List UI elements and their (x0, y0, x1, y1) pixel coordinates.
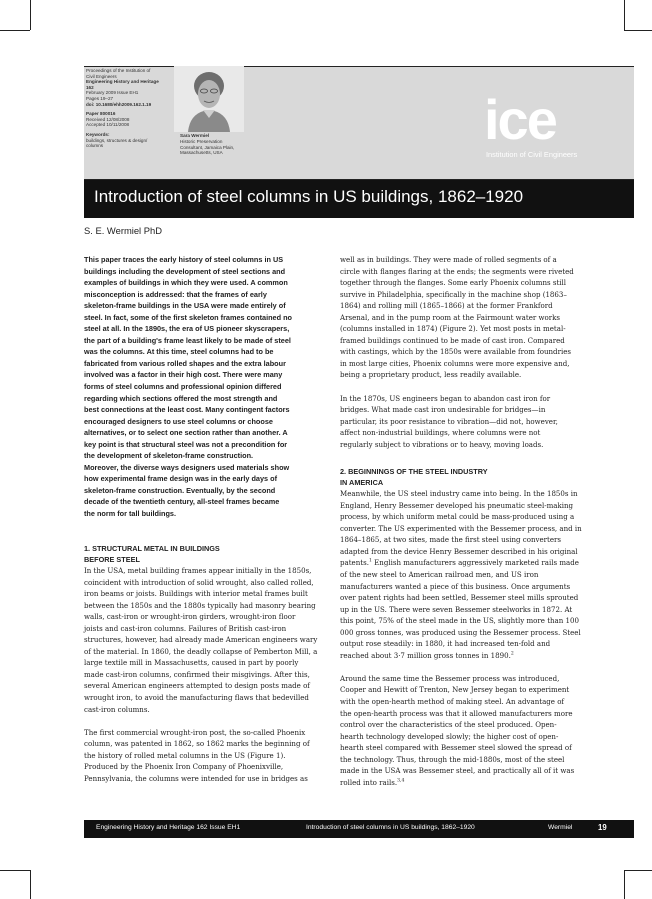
ice-logo-subtitle: Institution of Civil Engineers (486, 150, 578, 159)
text-line: control over the characteristics of the steel produced. Open- (340, 720, 557, 730)
author-box-name: Sara Wermiel (180, 133, 210, 138)
meta-keywords: columns (86, 143, 104, 149)
text-line: was the columns. At this time, steel columns had to be (84, 347, 274, 357)
text-line: the part of a building's frame least likely to be made of steel (84, 335, 291, 345)
text-line: framed buildings continued to be made of cast iron. Compared (340, 335, 565, 345)
crop-mark (624, 0, 625, 30)
text-line: fabricated from various rolled shapes and the extra labour (84, 358, 286, 368)
text-line: patents.$^1$ English manufacturers aggressively marketed rails made (340, 558, 579, 568)
text-line: forms of steel columns and professional opinion differed (84, 382, 282, 392)
text-line: Arsenal, and in the pump room at the Fairmount water works (340, 312, 561, 322)
meta-paper-no: Paper 800016 (86, 111, 116, 117)
abstract (84, 254, 324, 520)
publication-meta (86, 68, 168, 149)
text-line: Moreover, the diverse ways designers used materials show (84, 462, 290, 472)
author-box-line: Historic Preservation (180, 138, 223, 144)
text-line: Produced by the Phoenix Iron Company of Phoenixville, (84, 762, 284, 772)
text-line: with the open-hearth method of making steel. An advantage of (340, 696, 565, 706)
text-line: decade of the twentieth century, all-steel frames became (84, 497, 280, 507)
crop-mark (30, 0, 31, 30)
text-line: Pennsylvania, the columns were intended for use in bridges as (84, 773, 308, 783)
section-1-para-2 (84, 727, 324, 785)
meta-volume: 162 (86, 84, 94, 90)
meta-accepted: Accepted 10/11/2008 (86, 122, 130, 128)
text-line: best connections at the least cost. Many contingent factors (84, 405, 290, 415)
crop-mark (624, 870, 625, 899)
text-line: iron beams or joists. Buildings with interior metal frames built (84, 589, 308, 599)
crop-mark (624, 870, 652, 871)
text-line: over patent rights had been settled, Bessemer steel mills sprouted (340, 593, 579, 603)
text-line: Around the same time the Bessemer process was introduced, (340, 673, 560, 683)
text-line: hearth steel compared with Bessemer steel slowed the spread of (340, 743, 572, 753)
text-line: structures, however, had already made American engineers wary (84, 635, 318, 645)
text-line: skeleton-frame buildings in the USA were made entirely of (84, 301, 286, 311)
text-line: misconception is addressed: that the frames of early (84, 289, 267, 299)
paper-title: Introduction of steel columns in US buildings, 1862–1920 (94, 187, 524, 206)
text-line: converter. The US experimented with the Bessemer process, and in (340, 523, 582, 533)
header-top-rule (84, 66, 634, 67)
reference-3: 3,4 (397, 778, 405, 784)
text-line: In the USA, metal building frames appear initially in the 1850s, (84, 565, 312, 575)
text-line: in most large cities, Phoenix columns were more expensive and, (340, 358, 570, 368)
text-line: (columns installed in 1874) (Figure 2). Yet most posts in metal- (340, 324, 566, 334)
reference-2: 2 (510, 651, 514, 657)
footer-author: Wermiel (548, 824, 573, 831)
text-line: reached about 3·7 million gross tonnes in 1890.$^2$ (340, 650, 514, 660)
text-line: joists and cast-iron columns. Failures of British cast-iron (84, 623, 287, 633)
author-portrait-image (174, 66, 244, 132)
meta-keywords-label: Keywords: (86, 131, 110, 137)
text-line: encouraged designers to use steel columns or choose (84, 416, 273, 426)
text-line: the development of skeleton-frame construction. (84, 451, 254, 461)
text-line: walls, cast-iron or wrought-iron girders, wrought-iron floor (84, 612, 296, 622)
text-line: Meanwhile, the US steel industry came into being. In the 1850s in (340, 489, 578, 499)
author-info (180, 133, 270, 156)
text-line: output rose steadily: in 1880, it had increased ten-fold and (340, 639, 551, 649)
text-line: regarding which sections offered the most strength and (84, 393, 278, 403)
text-line: steel at all. In the 1890s, the era of US pioneer skyscrapers, (84, 324, 290, 334)
crop-mark (0, 870, 30, 871)
section-1-heading: 1. STRUCTURAL METAL IN BUILDINGS BEFORE STEEL (84, 543, 220, 564)
crop-mark (0, 30, 30, 31)
text-line: key point is that structural steel was not a precondition for (84, 439, 288, 449)
text-line: wrought iron, to avoid the manufacturing flaws that bedevilled (84, 693, 309, 702)
text-line: coincident with introduction of solid wrought, also called rolled, (84, 577, 314, 587)
meta-received: Received 12/08/2008 (86, 116, 130, 122)
paper-author: S. E. Wermiel PhD (84, 225, 162, 236)
text-line: 000 gross tonnes, was produced using the Bessemer process. Steel (340, 627, 581, 637)
text-line: steel. In fact, some of the first skeleton frames contained no (84, 312, 293, 322)
text-line: 1864) and rolling mill (1865–1866) at the former Frankford (340, 301, 553, 311)
text-line: England, Henry Bessemer developed his pneumatic steel-making (340, 500, 574, 510)
text-line: manufacturers wanted a piece of this business. Once arguments (340, 581, 571, 591)
text-line: large textile mill in Massachusetts, caused in part by poorly (84, 658, 299, 668)
text-line: involved was a factor in their high cost. There were many (84, 370, 283, 380)
text-line: column, was patented in 1862, so 1862 marks the beginning of (84, 739, 310, 749)
text-line: how experimental frame design was in the early days of (84, 474, 278, 484)
text-line: survive in Philadelphia, specifically in the machine shop (1863– (340, 289, 567, 299)
text-line: adapted from the device Henry Bessemer described in his original (340, 546, 578, 556)
meta-doi: doi: 10.1680/ehh2009.162.1.19 (86, 101, 152, 107)
text-line: bridges. What made cast iron undesirable for bridges—in (340, 405, 546, 415)
meta-line: Civil Engineers (86, 73, 117, 79)
crop-mark (30, 870, 31, 899)
author-box-line: Massachusetts, USA (180, 150, 223, 156)
footer-running-title: Introduction of steel columns in US buildings, 1862–1920 (306, 824, 475, 831)
right-para-1 (340, 254, 635, 381)
text-line: Cooper and Hewitt of Trenton, New Jersey began to experiment (340, 685, 570, 695)
text-line: examples of buildings in which they were used. A common (84, 278, 288, 288)
text-line: of the material. In 1860, the deadly collapse of Pemberton Mill, a (84, 646, 318, 656)
text-line: regularly subject to vibrations or to heavy, moving loads. (340, 439, 544, 449)
meta-line: Proceedings of the Institution of (86, 68, 151, 73)
meta-pages: Pages 19–27 (86, 95, 114, 101)
right-para-2 (340, 393, 635, 451)
text-line: the history of rolled metal columns in the US (Figure 1). (84, 750, 286, 760)
meta-issue: February 2009 Issue EH1 (86, 90, 139, 96)
author-box-line: Consultant, Jamaica Plain, (180, 144, 235, 150)
page-number: 19 (598, 823, 607, 832)
text-line: This paper traces the early history of steel columns in US (84, 255, 284, 264)
footer-journal: Engineering History and Heritage 162 Issue EH1 (96, 824, 241, 831)
text-line: circle with flanges flaring at the ends; the segments were riveted (340, 266, 574, 276)
section-1-para-1 (84, 565, 324, 715)
text-line: the norm for tall buildings. (84, 509, 177, 519)
text-line: affect non-industrial buildings, where columns were not (340, 428, 541, 438)
ice-logo: ice (484, 88, 556, 151)
text-line: skeleton-frame construction. Eventually, by the second (84, 485, 276, 495)
text-line: rolled into rails.$^{3,4}$ (340, 777, 405, 787)
text-line: particular, its poor resistance to vibration—did not, however, (340, 416, 558, 426)
text-line: made cast-iron columns, confirmed their misgivings. After this, (84, 669, 310, 679)
left-column (84, 254, 324, 784)
text-line: up in the US. There were seven Bessemer steelworks in 1872. At (340, 604, 573, 614)
right-para-3 (340, 488, 635, 661)
reference-1: 1 (368, 559, 372, 565)
meta-journal: Engineering History and Heritage (86, 79, 159, 85)
text-line: In the 1870s, US engineers began to abandon cast iron for (340, 393, 551, 403)
text-line: process, by which uniform metal could be mass-produced using a (340, 512, 575, 522)
text-line: the open-hearth process was that it allowed manufacturers more (340, 708, 573, 718)
text-line: between the 1850s and the 1880s typically had masonry bearing (84, 600, 316, 610)
author-photo (174, 66, 244, 132)
text-line: alternatives, or to select one section rather than another. A (84, 428, 288, 438)
text-line: made in the USA was Bessemer steel, and practically all of it was (340, 766, 575, 776)
text-line: with castings, which by the 1850s were available from foundries (340, 347, 571, 357)
text-line: The first commercial wrought-iron post, the so-called Phoenix (84, 727, 306, 737)
text-line: well as in buildings. They were made of rolled segments of a (340, 255, 557, 264)
text-line: of the new steel to American railroad men, and US iron (340, 569, 539, 579)
text-line: hearth technology developed slowly; the higher cost of open- (340, 731, 559, 741)
section-2-heading: 2. BEGINNINGS OF THE STEEL INDUSTRY IN AMERICA (340, 466, 488, 487)
text-line: 1864–1865, at two sites, made the first steel using converters (340, 535, 562, 545)
text-line: cast-iron columns. (84, 704, 150, 714)
text-line: buildings including the development of steel sections and (84, 266, 286, 276)
right-column (340, 254, 635, 788)
text-line: being a proprietary product, less readily available. (340, 370, 522, 380)
text-line: together through the flanges. Some early Phoenix columns still (340, 278, 567, 288)
text-line: several American engineers attempted to design posts made of (84, 681, 310, 691)
right-para-4 (340, 673, 635, 788)
text-line: this point, 75% of the steel made in the US, slightly more than 100 (340, 616, 579, 626)
text-line: the technology. Thus, through the mid-1880s, most of the steel (340, 754, 565, 764)
meta-keywords: buildings, structures & design/ (86, 137, 148, 143)
crop-mark (624, 30, 652, 31)
